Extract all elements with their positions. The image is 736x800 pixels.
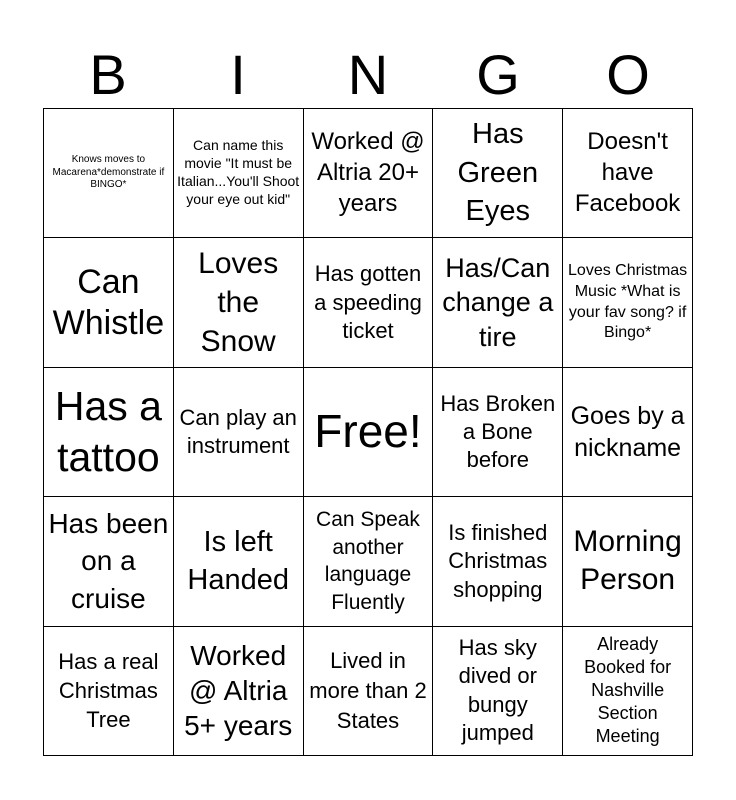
bingo-cell[interactable] xyxy=(563,497,693,626)
cell-text: Has sky dived or bungy jumped xyxy=(458,634,537,746)
bingo-cell[interactable] xyxy=(433,238,563,367)
bingo-cell[interactable] xyxy=(433,497,563,626)
bingo-cell[interactable] xyxy=(563,109,693,238)
cell-text: Goes by a nickname xyxy=(570,401,685,462)
cell-text: Worked @ Altria 20+ years xyxy=(311,128,425,217)
free-space: Free! xyxy=(314,405,422,458)
bingo-cell[interactable] xyxy=(563,368,693,497)
bingo-cell[interactable] xyxy=(563,627,693,756)
bingo-cell[interactable] xyxy=(304,109,434,238)
bingo-cell[interactable] xyxy=(174,497,304,626)
cell-text: Can name this movie "It must be Italian...You'll Shoot your eye out kid" xyxy=(177,137,300,208)
bingo-cell[interactable] xyxy=(174,627,304,756)
cell-text: Is finished Christmas shopping xyxy=(448,519,548,602)
bingo-cell[interactable] xyxy=(304,627,434,756)
cell-text: Has a real Christmas Tree xyxy=(58,648,159,733)
cell-text: Has/Can change a tire xyxy=(442,252,554,352)
cell-text: Loves the Snow xyxy=(198,247,279,359)
cell-text: Has Broken a Bone before xyxy=(440,390,556,473)
bingo-cell[interactable] xyxy=(174,368,304,497)
cell-text: Doesn't have Facebook xyxy=(574,128,681,217)
bingo-cell[interactable] xyxy=(174,109,304,238)
cell-text: Has Green Eyes xyxy=(457,118,539,228)
header-letter-b: B xyxy=(89,43,127,106)
bingo-cell[interactable] xyxy=(433,109,563,238)
bingo-cell[interactable] xyxy=(433,627,563,756)
cell-text: Worked @ Altria 5+ years xyxy=(184,640,293,742)
cell-text: Can Whistle xyxy=(52,262,165,342)
cell-text: Can play an instrument xyxy=(179,404,297,458)
header-letter-n: N xyxy=(347,43,389,106)
bingo-cell[interactable] xyxy=(44,238,174,367)
bingo-cell[interactable] xyxy=(44,368,174,497)
cell-text: Morning Person xyxy=(573,525,682,597)
bingo-cell[interactable] xyxy=(304,497,434,626)
bingo-header xyxy=(43,42,693,108)
bingo-cell[interactable] xyxy=(304,368,434,497)
bingo-cell[interactable] xyxy=(304,238,434,367)
cell-text: Has gotten a speeding ticket xyxy=(314,261,422,343)
header-letter-i: I xyxy=(230,43,246,106)
bingo-board xyxy=(43,108,693,756)
cell-text: Lived in more than 2 States xyxy=(309,648,427,733)
cell-text: Knows moves to Macarena*demonstrate if BINGO* xyxy=(52,154,165,191)
cell-text: Has a tattoo xyxy=(54,383,162,480)
bingo-cell[interactable] xyxy=(563,238,693,367)
header-letter-o: O xyxy=(606,43,650,106)
cell-text: Is left Handed xyxy=(187,525,289,597)
header-letter-g: G xyxy=(476,43,520,106)
cell-text: Already Booked for Nashville Section Meeting xyxy=(584,634,672,747)
bingo-cell[interactable] xyxy=(44,627,174,756)
bingo-cell[interactable] xyxy=(44,497,174,626)
cell-text: Has been on a cruise xyxy=(48,507,169,615)
bingo-cell[interactable] xyxy=(174,238,304,367)
bingo-cell[interactable] xyxy=(44,109,174,238)
cell-text: Loves Christmas Music *What is your fav song? if Bingo* xyxy=(568,262,688,342)
cell-text: Can Speak another language Fluently xyxy=(316,507,420,615)
bingo-cell[interactable] xyxy=(433,368,563,497)
